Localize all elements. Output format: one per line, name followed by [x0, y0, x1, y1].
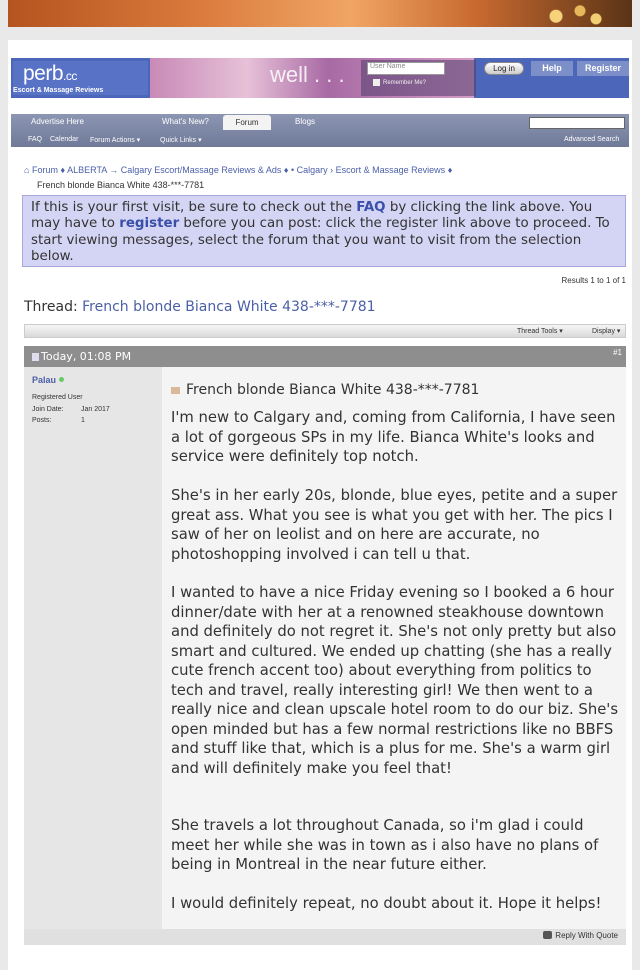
welcome-text: well . . . [270, 62, 345, 87]
username-text[interactable]: Palau [32, 375, 57, 385]
online-status-icon [59, 377, 64, 382]
join-date-label: Join Date: [32, 406, 64, 413]
post-paragraph: She travels a lot throughout Canada, so i'm glad i could meet her while she was in town as i also have no plans of being in Montreal in the near future either. [171, 817, 599, 873]
site-logo[interactable] [13, 61, 148, 95]
breadcrumb-current: French blonde Bianca White 438-***-7781 [37, 180, 205, 190]
breadcrumb-separator-icon: ♦ [60, 165, 68, 175]
register-button[interactable]: Register [577, 61, 629, 76]
remember-me-label: Remember Me? [383, 80, 427, 87]
subnav-calendar[interactable]: Calendar [50, 136, 79, 143]
post-title-text: French blonde Bianca White 438-***-7781 [186, 382, 480, 398]
nav-bar [11, 114, 629, 147]
home-icon[interactable]: ⌂ [24, 165, 30, 175]
breadcrumb-calgary[interactable]: Calgary › Escort & Massage Reviews [296, 165, 446, 175]
subnav-forum-actions[interactable]: Forum Actions ▾ [90, 137, 141, 144]
results-count: Results 1 to 1 of 1 [561, 276, 626, 285]
breadcrumb-alberta[interactable]: ALBERTA → Calgary Escort/Massage Reviews & Ads [67, 165, 282, 175]
breadcrumb-separator-icon: ♦ [447, 165, 453, 175]
post-date-text: Today, 01:08 PM [41, 350, 132, 363]
notice-text: by clicking the link above. You may have to [31, 200, 593, 232]
top-banner-image [8, 0, 632, 27]
user-rank: Registered User [32, 394, 83, 401]
post-paragraph: I'm new to Calgary and, coming from California, I have seen a lot of gorgeous SPs in my life. Bianca White's looks and service were definitely top notch. [171, 409, 616, 465]
quote-icon [543, 931, 552, 939]
posts-label: Posts: [32, 417, 52, 424]
username-field[interactable]: User Name [367, 62, 445, 75]
checkbox-icon[interactable] [373, 79, 380, 86]
page-container [8, 40, 632, 970]
thread-label: Thread: [24, 299, 83, 315]
post-paragraph: She's in her early 20s, blonde, blue eyes, petite and a super great ass. What you see is what you get with her. The pics I saw of her on leolist and on here are accurate, no photoshopping involved i can tell u that. [171, 487, 618, 563]
username-link[interactable] [32, 375, 64, 385]
thread-tools-menu[interactable]: Thread Tools ▾ [517, 328, 563, 335]
post-icon [32, 353, 39, 361]
subnav-quick-links[interactable]: Quick Links ▾ [160, 137, 202, 144]
posts-value: 1 [81, 417, 85, 424]
thread-title-link[interactable]: French blonde Bianca White 438-***-7781 [82, 299, 376, 315]
breadcrumb-separator-icon: ♦ • [283, 165, 297, 175]
reply-with-quote-label[interactable]: Reply With Quote [555, 931, 618, 940]
post-paragraph: I wanted to have a nice Friday evening so I booked a 6 hour dinner/date with her at a renowned steakhouse downtown and definitely do not regret it. She's not only pretty but also smart and cultured. We ended up chatting (she has a really cute french accent too) about everything from politics to tech and travel, really interesting girl! We then went to a really nice and clean upscale hotel room to do our biz. She's open minded but has a few normal restrictions like no BBFS and stuff like that, which is a plus for me. She's a warm girl and will definitely make you feel that! [171, 584, 619, 777]
site-header [11, 58, 629, 98]
search-input[interactable] [529, 117, 625, 129]
tab-blogs[interactable]: Blogs [295, 117, 316, 126]
advanced-search-link[interactable]: Advanced Search [564, 136, 620, 143]
post-body [162, 367, 626, 929]
logo-tld: .cc [63, 69, 77, 83]
tab-forum[interactable]: Forum [223, 115, 271, 130]
bracelet-decoration [532, 0, 612, 27]
post-paragraph: I would definitely repeat, no doubt about it. Hope it helps! [171, 895, 602, 912]
tab-advertise[interactable]: Advertise Here [31, 117, 84, 126]
user-info-panel [24, 367, 162, 929]
join-date-value: Jan 2017 [81, 406, 110, 413]
thread-toolbar [24, 324, 626, 338]
post-header [24, 346, 626, 367]
post-number-link[interactable]: #1 [613, 348, 622, 357]
notice-text: before you can post: click the register link above to proceed. To start viewing messages, select the forum that you want to visit from the selection below. [31, 216, 610, 264]
logo-text: perb [23, 62, 64, 85]
login-button[interactable]: Log in [484, 62, 524, 75]
post-footer [24, 929, 626, 945]
notice-text: If this is your first visit, be sure to check out the [31, 200, 357, 215]
post-title [171, 382, 479, 398]
register-link[interactable]: register [119, 216, 180, 232]
breadcrumb [24, 165, 452, 175]
post-date [32, 350, 131, 363]
remember-me-checkbox[interactable] [373, 79, 426, 86]
breadcrumb-forum[interactable]: Forum [31, 165, 58, 175]
post-title-icon [171, 387, 180, 394]
reply-with-quote-button[interactable] [543, 931, 618, 940]
first-visit-notice [22, 195, 626, 267]
help-button[interactable]: Help [531, 61, 573, 76]
logo-tagline: Escort & Massage Reviews [13, 87, 104, 94]
faq-link[interactable]: FAQ [356, 200, 386, 215]
tab-whats-new[interactable]: What's New? [162, 117, 209, 126]
thread-heading [24, 299, 376, 315]
display-menu[interactable]: Display ▾ [592, 328, 621, 335]
subnav-faq[interactable]: FAQ [28, 136, 43, 143]
